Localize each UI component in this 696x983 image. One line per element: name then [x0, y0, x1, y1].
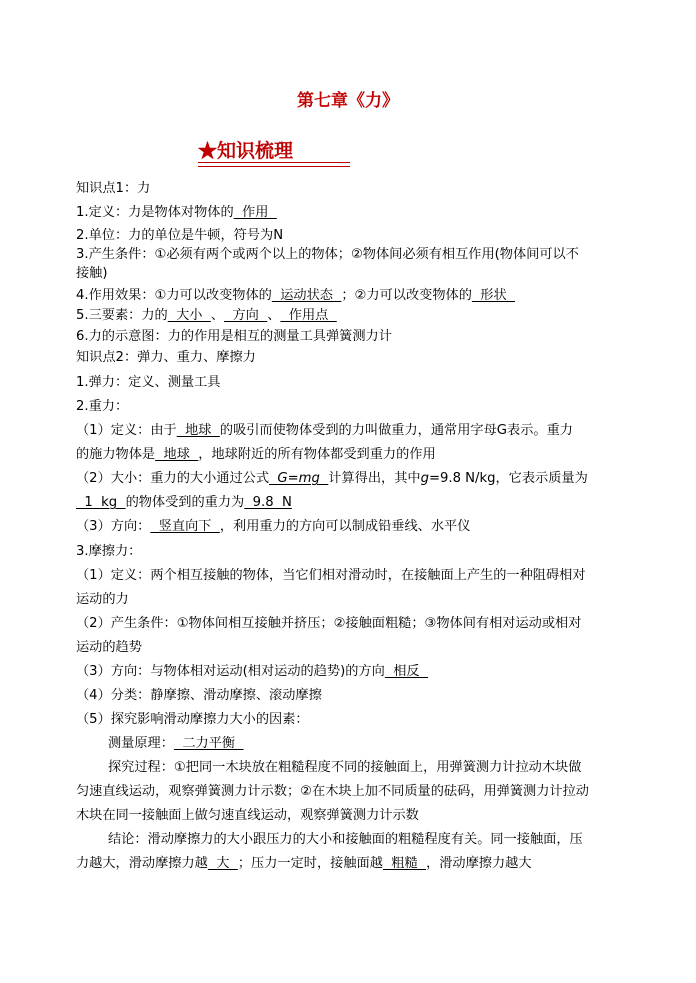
text: 1.定义：力是物体对物体的 — [76, 205, 234, 220]
answer-blank: 竖直向下 — [150, 519, 220, 534]
measurement-principle — [108, 735, 243, 753]
answer-blank: 相反 — [384, 664, 428, 679]
answer-blank: 粗糙 — [382, 856, 427, 871]
effect-line — [76, 287, 515, 305]
answer-blank: 大 — [207, 856, 238, 871]
gravity-direction — [76, 518, 470, 536]
answer-blank: 作用 — [233, 205, 277, 220]
text: 4.作用效果：①力可以改变物体的 — [76, 288, 272, 303]
answer-blank: 地球 — [176, 423, 220, 438]
text: 、 — [210, 308, 225, 323]
text: 计算得出，其中 — [328, 471, 421, 486]
text: =9.8 N/kg，它表示质量为 — [428, 471, 588, 486]
friction-types: （4）分类：静摩擦、滑动摩擦、滚动摩擦 — [76, 688, 322, 703]
friction-direction — [76, 663, 428, 681]
answer-blank: 运动状态 — [271, 288, 342, 303]
three-elements-line — [76, 307, 337, 325]
procedure-line-3: 木块在同一接触面上做匀速直线运动，观察弹簧测力计示数 — [76, 808, 419, 823]
unit-line: 2.单位：力的单位是牛顿，符号为N — [76, 228, 284, 243]
knowledge-point-1: 知识点1：力 — [76, 181, 151, 196]
friction-heading: 3.摩擦力： — [76, 544, 142, 559]
knowledge-point-2: 知识点2：弹力、重力、摩擦力 — [76, 350, 256, 365]
text: ；压力一定时，接触面越 — [237, 856, 383, 871]
heading-underline-thin — [198, 166, 350, 167]
friction-definition: （1）定义：两个相互接触的物体，当它们相对滑动时，在接触面上产生的一种阻碍相对 — [76, 568, 586, 583]
text: （1）定义：由于 — [76, 423, 177, 438]
text: 力越大，滑动摩擦力越 — [76, 856, 208, 871]
condition-line-cont: 接触) — [76, 266, 108, 281]
text: 的施力物体是 — [76, 447, 156, 462]
answer-blank: 9.8 N — [244, 495, 292, 510]
gravity-size — [76, 470, 588, 488]
heading-underline — [198, 162, 350, 163]
friction-factors: （5）探究影响滑动摩擦力大小的因素： — [76, 712, 309, 727]
diagram-line: 6.力的示意图：力的作用是相互的测量工具弹簧测力计 — [76, 329, 392, 344]
answer-blank: G=mg — [269, 471, 329, 486]
text: ；②力可以改变物体的 — [341, 288, 472, 303]
text: ，利用重力的方向可以制成铅垂线、水平仪 — [219, 519, 471, 534]
answer-blank: 地球 — [155, 447, 199, 462]
chapter-title: 第七章《力》 — [297, 91, 399, 111]
elastic-force-line: 1.弹力：定义、测量工具 — [76, 375, 221, 390]
gravity-definition — [76, 422, 573, 440]
section-heading: ★知识梳理 — [198, 140, 294, 162]
answer-blank: 作用点 — [280, 308, 337, 323]
gravity-definition-cont — [76, 446, 436, 464]
friction-condition-cont: 运动的趋势 — [76, 640, 142, 655]
answer-blank: 方向 — [224, 308, 268, 323]
conclusion-line-1: 结论：滑动摩擦力的大小跟压力的大小和接触面的粗糙程度有关。同一接触面，压 — [108, 832, 583, 847]
answer-blank: 1 kg — [76, 495, 126, 510]
text: 5.三要素：力的 — [76, 308, 168, 323]
answer-blank: 大小 — [167, 308, 211, 323]
text: 、 — [267, 308, 281, 323]
text: （2）大小：重力的大小通过公式 — [76, 471, 270, 486]
friction-definition-cont: 运动的力 — [76, 592, 129, 607]
text: ，滑动摩擦力越大 — [426, 856, 532, 871]
text: 的吸引而使物体受到的力叫做重力，通常用字母G表示。重力 — [219, 423, 573, 438]
friction-condition: （2）产生条件：①物体间相互接触并挤压；②接触面粗糙；③物体间有相对运动或相对 — [76, 616, 582, 631]
gravity-size-cont — [76, 494, 292, 512]
text: （3）方向：与物体相对运动(相对运动的趋势)的方向 — [76, 664, 385, 679]
condition-line: 3.产生条件：①必须有两个或两个以上的物体；②物体间必须有相互作用(物体间可以不 — [76, 247, 579, 262]
conclusion-line-2 — [76, 855, 532, 873]
answer-blank: 形状 — [471, 288, 516, 303]
gravity-heading: 2.重力： — [76, 399, 129, 414]
text: 测量原理： — [108, 736, 174, 751]
definition-line — [76, 204, 277, 222]
text: 的物体受到的重力为 — [125, 495, 245, 510]
procedure-line-1: 探究过程：①把同一木块放在粗糙程度不同的接触面上，用弹簧测力计拉动木块做 — [108, 760, 582, 775]
text: ，地球附近的所有物体都受到重力的作用 — [198, 447, 436, 462]
answer-blank: 二力平衡 — [173, 736, 244, 751]
text: （3）方向： — [76, 519, 151, 534]
variable: g — [420, 471, 429, 486]
procedure-line-2: 匀速直线运动，观察弹簧测力计示数；②在木块上加不同质量的砝码，用弹簧测力计拉动 — [76, 784, 589, 799]
